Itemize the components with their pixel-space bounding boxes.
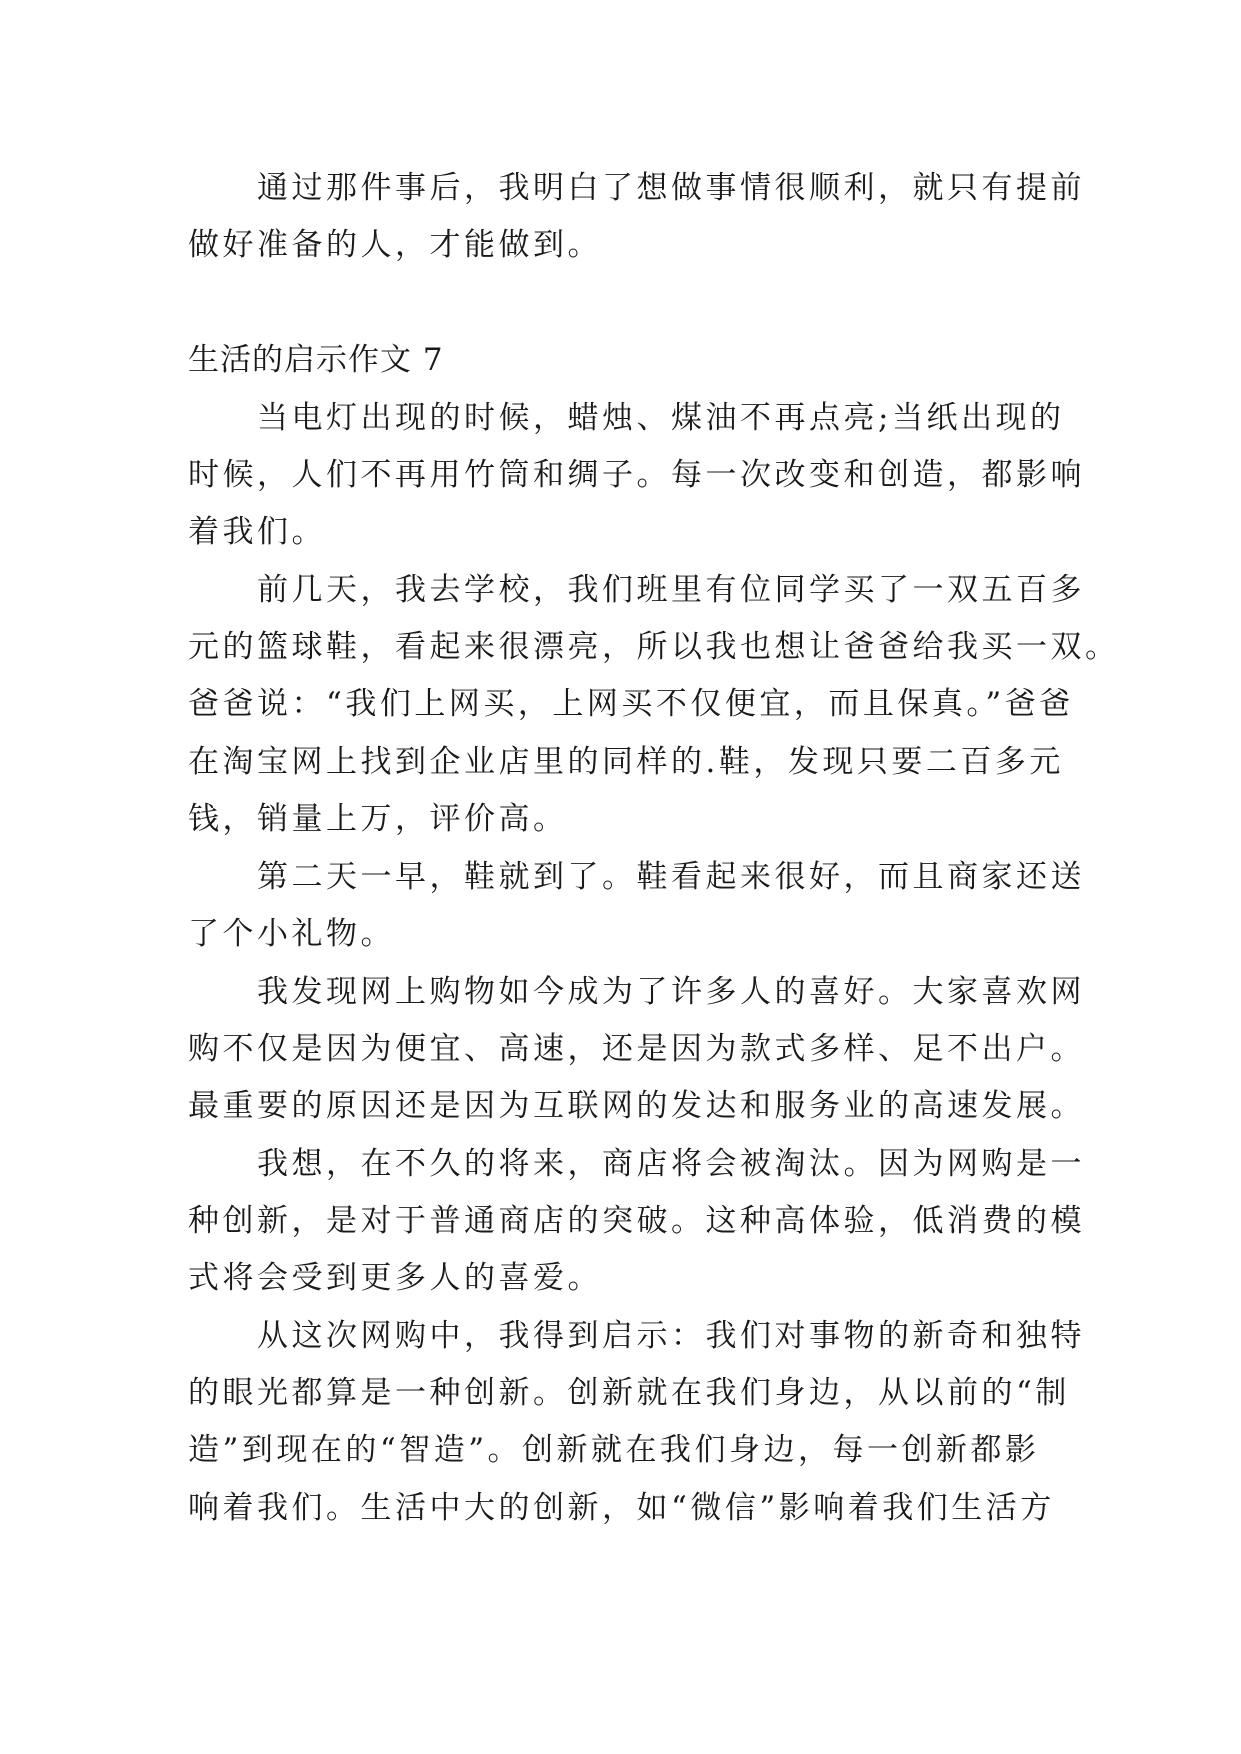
paragraph-line: 时候，人们不再用竹筒和绸子。每一次改变和创造，都影响 xyxy=(188,457,1085,493)
paragraph-line: 从这次网购中，我得到启示：我们对事物的新奇和独特 xyxy=(188,1318,1085,1354)
paragraph-line: 前几天，我去学校，我们班里有位同学买了一双五百多 xyxy=(188,572,1085,608)
paragraph-line: 钱，销量上万，评价高。 xyxy=(188,801,568,837)
paragraph-line: 造”到现在的“智造”。创新就在我们身边，每一创新都影 xyxy=(188,1432,1040,1468)
paragraph-line: 购不仅是因为便宜、高速，还是因为款式多样、足不出户。 xyxy=(188,1031,1085,1067)
section-heading: 生活的启示作文 7 xyxy=(188,342,444,378)
paragraph-line: 我想，在不久的将来，商店将会被淘汰。因为网购是一 xyxy=(188,1146,1085,1182)
paragraph-line: 种创新，是对于普通商店的突破。这种高体验，低消费的模 xyxy=(188,1203,1085,1239)
paragraph-line: 最重要的原因还是因为互联网的发达和服务业的高速发展。 xyxy=(188,1088,1085,1124)
paragraph-line: 做好准备的人，才能做到。 xyxy=(188,227,602,263)
paragraph-line: 式将会受到更多人的喜爱。 xyxy=(188,1260,602,1296)
paragraph-line: 响着我们。生活中大的创新，如“微信”影响着我们生活方 xyxy=(188,1490,1055,1526)
paragraph-line: 的眼光都算是一种创新。创新就在我们身边，从以前的“制 xyxy=(188,1375,1070,1411)
paragraph-line: 当电灯出现的时候，蜡烛、煤油不再点亮;当纸出现的 xyxy=(188,400,1065,436)
paragraph-line: 了个小礼物。 xyxy=(188,916,395,952)
paragraph-line: 通过那件事后，我明白了想做事情很顺利，就只有提前 xyxy=(188,170,1085,206)
paragraph-line: 爸爸说：“我们上网买，上网买不仅便宜，而且保真。”爸爸 xyxy=(188,686,1074,722)
paragraph-line: 第二天一早，鞋就到了。鞋看起来很好，而且商家还送 xyxy=(188,859,1085,895)
paragraph-line: 我发现网上购物如今成为了许多人的喜好。大家喜欢网 xyxy=(188,974,1085,1010)
paragraph-line: 元的篮球鞋，看起来很漂亮，所以我也想让爸爸给我买一双。 xyxy=(188,629,1120,665)
paragraph-line: 着我们。 xyxy=(188,514,326,550)
paragraph-line: 在淘宝网上找到企业店里的同样的.鞋，发现只要二百多元 xyxy=(188,744,1064,780)
